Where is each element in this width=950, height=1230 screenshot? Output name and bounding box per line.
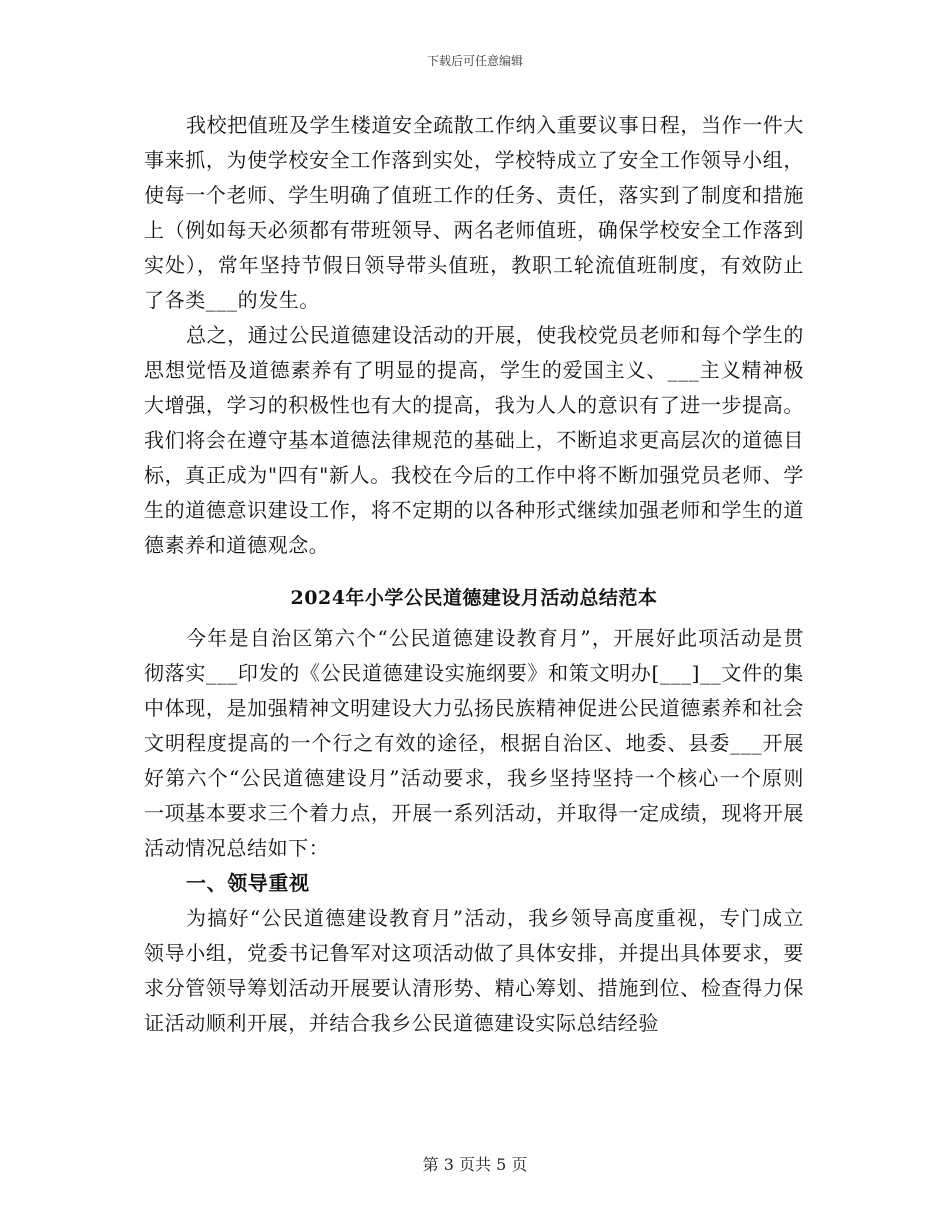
- document-body: [144, 108, 804, 1041]
- page-number: 第 3 页共 5 页: [422, 1155, 528, 1174]
- paragraph-conclusion: 总之，通过公民道德建设活动的开展，使我校党员老师和每个学生的思想觉悟及道德素养有了明显的提高，学生的爱国主义、___主义精神极大增强，学习的积极性也有大的提高，我为人人的意识有了进一步提高。我们将会在遵守基本道德法律规范的基础上，不断追求更高层次的道德目标，真正成为"四有"新人。我校在今后的工作中将不断加强党员老师、学生的道德意识建设工作，将不定期的以各种形式继续加强老师和学生的道德素养和道德观念。: [144, 323, 804, 557]
- section-heading-leadership: 一、领导重视: [186, 871, 310, 895]
- document-title: 2024年小学公民道德建设月活动总结范本: [290, 587, 658, 609]
- page-header-note: 下载后可任意编辑: [426, 54, 523, 68]
- paragraph-leadership: 为搞好“公民道德建设教育月”活动，我乡领导高度重视，专门成立领导小组，党委书记鲁军对这项活动做了具体安排，并提出具体要求，要求分管领导筹划活动开展要认清形势、精心筹划、措施到位、检查得力保证活动顺利开展，并结合我乡公民道德建设实际总结经验: [144, 906, 804, 1035]
- paragraph-duty-safety: 我校把值班及学生楼道安全疏散工作纳入重要议事日程，当作一件大事来抓，为使学校安全工作落到实处，学校特成立了安全工作领导小组，使每一个老师、学生明确了值班工作的任务、责任，落实到了制度和措施上（例如每天必须都有带班领导、两名老师值班，确保学校安全工作落到实处），常年坚持节假日领导带头值班，教职工轮流值班制度，有效防止了各类___的发生。: [144, 113, 804, 312]
- paragraph-introduction: 今年是自治区第六个“公民道德建设教育月”，开展好此项活动是贯彻落实___印发的《公民道德建设实施纲要》和策文明办[___]__文件的集中体现，是加强精神文明建设大力弘扬民族精神促进公民道德素养和社会文明程度提高的一个行之有效的途径，根据自治区、地委、县委___开展好第六个“公民道德建设月”活动要求，我乡坚持坚持一个核心一个原则一项基本要求三个着力点，开展一系列活动，并取得一定成绩，现将开展活动情况总结如下：: [144, 626, 804, 860]
